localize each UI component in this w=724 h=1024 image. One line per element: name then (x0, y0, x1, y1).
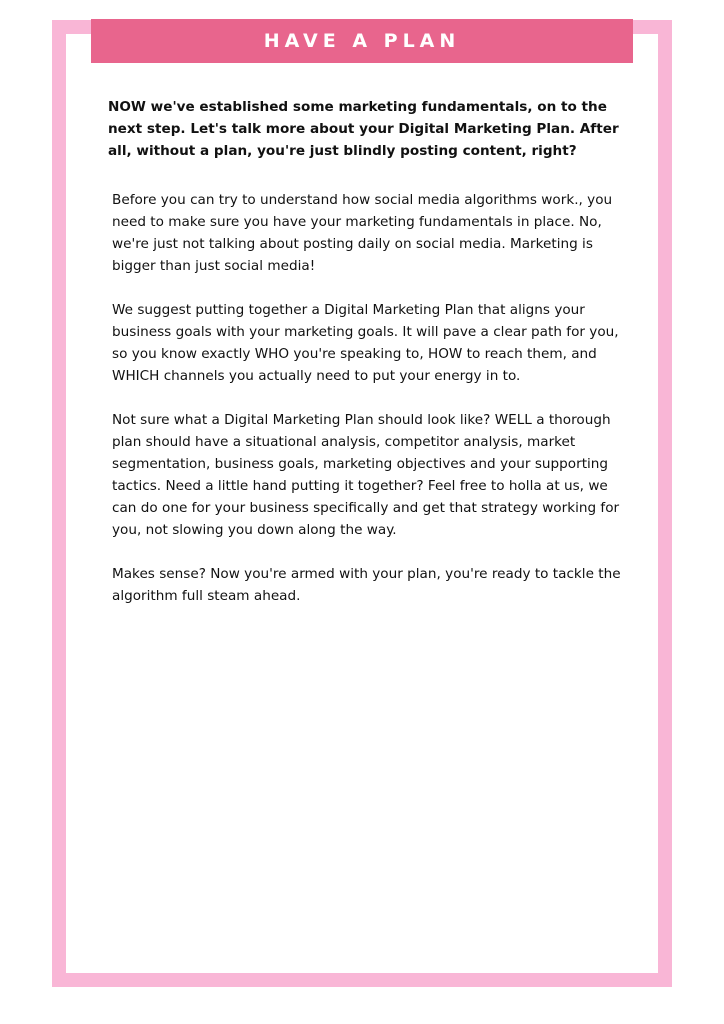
title-banner (91, 19, 633, 63)
body-text (112, 189, 622, 629)
paragraph-4: Makes sense? Now you're armed with your plan, you're ready to tackle the algorithm full steam ahead. (112, 566, 621, 604)
intro-paragraph: NOW we've established some marketing fundamentals, on to the next step. Let's talk more about your Digital Marketing Plan. After all, without a plan, you're just blindly posting content, right? (108, 99, 619, 159)
paragraph-3: Not sure what a Digital Marketing Plan should look like? WELL a thorough plan should have a situational analysis, competitor analysis, market segmentation, business goals, marketing objectives and your supporting tactics. Need a little hand putting it together? Feel free to holla at us, we can do one for your business specifically and get that strategy working for you, not slowing you down along the way. (112, 412, 620, 538)
page-title: HAVE A PLAN (263, 30, 461, 52)
paragraph-1: Before you can try to understand how social media algorithms work., you need to make sure you have your marketing fundamentals in place. No, we're just not talking about posting daily on social media. Marketing is bigger than just social media! (112, 192, 613, 274)
paragraph-2: We suggest putting together a Digital Marketing Plan that aligns your business goals with your marketing goals. It will pave a clear path for you, so you know exactly WHO you're speaking to, HOW to reach them, and WHICH channels you actually need to put your energy in to. (112, 302, 619, 384)
